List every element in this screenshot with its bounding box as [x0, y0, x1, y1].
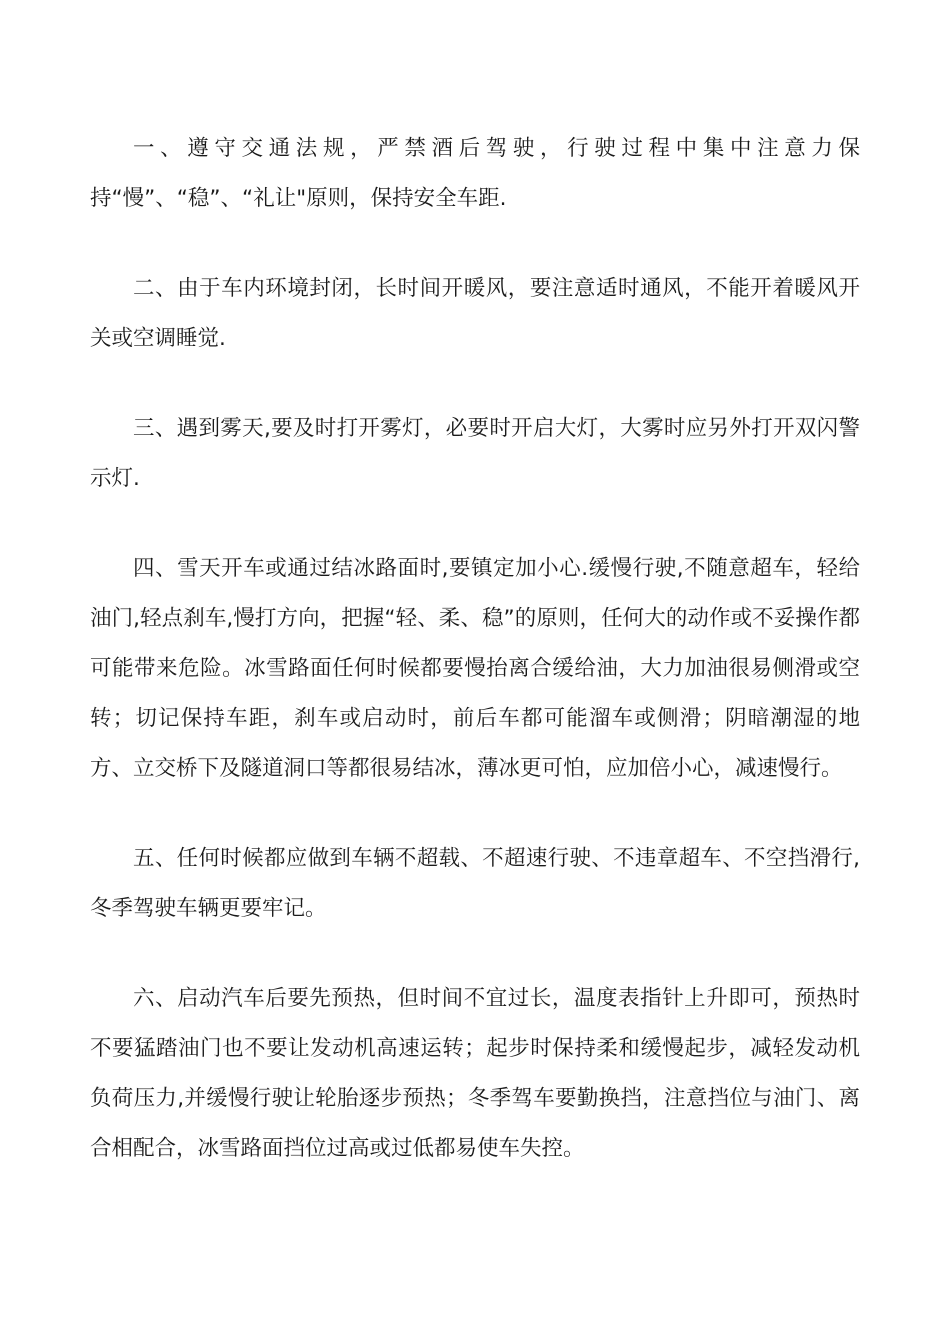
paragraph-6: 六、启动汽车后要先预热，但时间不宜过长，温度表指针上升即可，预热时不要猛踏油门也不要让发动机高速运转；起步时保持柔和缓慢起步，减轻发动机负荷压力,并缓慢行驶让轮胎逐步预热；冬季驾车要勤换挡，注意挡位与油门、离合相配合，冰雪路面挡位过高或过低都易使车失控。 [90, 986, 860, 1161]
paragraph-1: 一、遵守交通法规，严禁酒后驾驶，行驶过程中集中注意力保持“慢”、“稳”、“礼让"原则，保持安全车距. [90, 136, 860, 211]
paragraph-4: 四、雪天开车或通过结冰路面时,要镇定加小心.缓慢行驶,不随意超车，轻给油门,轻点刹车,慢打方向，把握“轻、柔、稳”的原则，任何大的动作或不妥操作都可能带来危险。冰雪路面任何时候都要慢抬离合缓给油，大力加油很易侧滑或空转；切记保持车距，刹车或启动时，前后车都可能溜车或侧滑；阴暗潮湿的地方、立交桥下及隧道洞口等都很易结冰，薄冰更可怕，应加倍小心，减速慢行。 [90, 556, 860, 781]
paragraph-2: 二、由于车内环境封闭，长时间开暖风，要注意适时通风，不能开着暖风开关或空调睡觉. [90, 276, 860, 351]
paragraph-5: 五、任何时候都应做到车辆不超载、不超速行驶、不违章超车、不空挡滑行,冬季驾驶车辆更要牢记。 [90, 846, 860, 921]
paragraph-3: 三、遇到雾天,要及时打开雾灯，必要时开启大灯，大雾时应另外打开双闪警示灯. [90, 416, 860, 491]
document-body [90, 124, 860, 1214]
